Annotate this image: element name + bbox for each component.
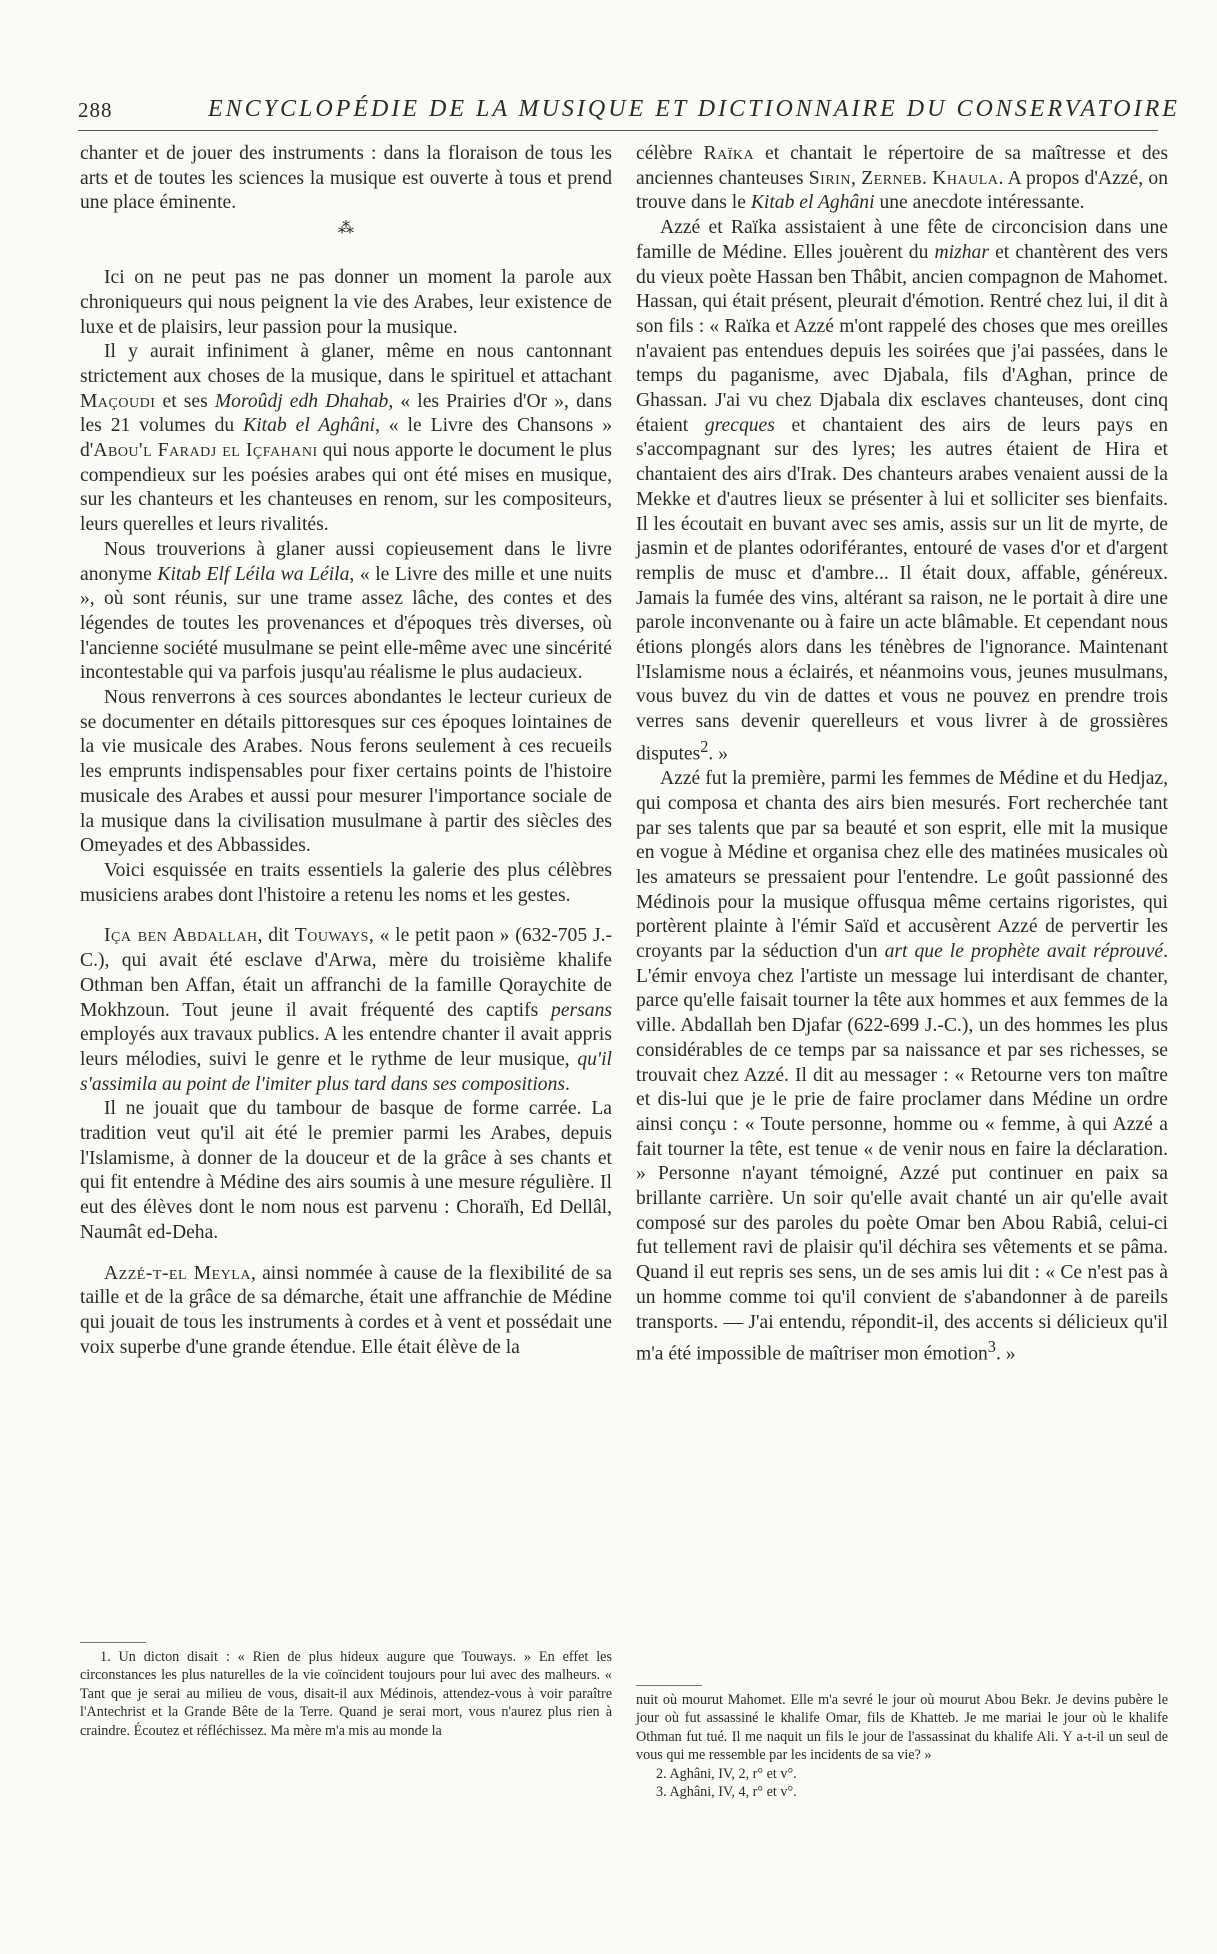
footnote-rule — [636, 1685, 702, 1686]
book-title: Kitab Elf Léila wa Léila — [157, 563, 350, 585]
section-separator: ⁂ — [338, 220, 354, 238]
singer-name: Sirin — [808, 167, 851, 189]
musician-entry-touways: Iça ben Abdallah, dit Touways, « le petit paon » (632-705 J.-C.), qui avait été esclave d'Arwa, mère du troisième khalife Othman ben Affan, était un affranchi de la famille Qoraychite de Mokhzoun. Tout jeune il avait fréquenté des captifs persans employés aux travaux publics. A les entendre chanter il avait appris leurs mélodies, suivi le genre et le rythme de leur musique, qu'il s'assimila au point de l'imiter plus tard dans ses compositions. — [80, 925, 612, 1095]
footnotes-right — [636, 1691, 1168, 1801]
musician-entry-azze: Azzé-t-el Meyla, ainsi nommée à cause de la flexibilité de sa taille et de la grâce de sa démarche, était une affranchie de Médine qui jouait de tous les instruments à cordes et à vent et possédait une voix superbe d'une grande étendue. Elle était élève de la — [80, 1262, 613, 1358]
book-title: Kitab el Aghâni — [750, 192, 875, 214]
singer-name: Raïka — [703, 143, 755, 164]
paragraph: Azzé fut la première, parmi les femmes de Médine et du Hedjaz, qui composa et chanta des airs bien mesurés. Fort recherchée tant par ses talents que par sa beauté et son esprit, elle mit la musique en vogue à Médine et organisa chez elle des matinées musicales où les amateurs se pressaient pour l'entendre. Le goût passionné des Médinois pour la musique offusqua même certains rigoristes, qui portèrent plainte à l'émir Saïd et accusèrent Azzé de pervertir les croyants par la séduction d'un art que le prophète avait réprouvé. L'émir envoya chez l'artiste un message lui interdisant de chanter, parce qu'elle faisait tourner la tête aux hommes et aux femmes de la ville. Abdallah ben Djafar (622-699 J.-C.), un des hommes les plus considérables de ce temps par sa naissance et par ses richesses, se trouvait chez Azzé. Il dit au messager : « Retourne vers ton maître et dis-lui que je le prie de faire proclamer dans Médine un ordre ainsi conçu : « Toute personne, homme ou « femme, à qui Azzé a fait tourner la tête, est tenue « de venir nous en faire la déclaration. » Personne n'ayant témoigné, Azzé put continuer en paix sa brillante carrière. Un soir qu'elle avait chanté un air qu'elle avait composé sur des paroles du poète Omar ben Abou Rabiâ, celui-ci fut tellement ravi de plaisir qu'il déchira ses vêtements et se pâma. Quand il eut repris ses sens, un de ses amis lui dit : « Ce n'est pas à un homme comme toi qu'il convient de s'abandonner à de pareils transports. — J'ai entendu, répondit-il, des accents si délicieux qu'il m'a été impossible de maîtriser mon émotion$^3$. » — [636, 768, 1168, 1365]
book-title: Moroûdj edh Dhahab — [214, 390, 389, 412]
paragraph: Nous renverrons à ces sources abondantes le lecteur curieux de se documenter en détails pittoresques sur ces époques lointaines de la vie musicale des Arabes. Nous ferons seulement à ces recueils les emprunts indispensables pour fixer certains points de l'histoire musicale des Arabes et aussi pour mesurer l'importance sociale de la musique dans la civilisation musulmane à partir des siècles des Omeyades et des Abbassides. — [80, 687, 612, 857]
page-header — [78, 96, 1180, 131]
paragraph: Il ne jouait que du tambour de basque de forme carrée. La tradition veut qu'il ait été le premier parmi les Arabes, depuis l'Islamisme, à donner de la douceur et de la grâce à ses chants et qui fit entendre à Médine des airs soumis à une mesure régulière. Il eut des élèves dont le nom nous est parvenu : Choraïh, Ed Dellâl, Naumât ed-Deha. — [80, 1098, 612, 1243]
page-number: 288 — [78, 98, 113, 122]
book-title: Kitab el Aghâni — [243, 415, 375, 437]
paragraph: Voici esquissée en traits essentiels la galerie des plus célèbres musiciens arabes dont l'histoire a retenu les noms et les gestes. — [80, 859, 612, 906]
singer-name: Zerneb — [861, 167, 923, 189]
footnote-ref: 3 — [987, 1337, 996, 1357]
author-name: Abou'l Faradj el Içfahani — [93, 440, 318, 462]
musician-name: Touways — [294, 925, 369, 947]
paragraph: Nous trouverions à glaner aussi copieusement dans le livre anonyme Kitab Elf Léila wa Léila, « le Livre des mille et une nuits », où sont réunis, sur une trame assez lâche, des contes et des légendes de toutes les provenances et d'époques très diverses, où l'ancienne société musulmane se peint elle-même avec une sincérité incontestable qui va parfois jusqu'au réalisme le plus audacieux. — [80, 538, 612, 684]
footnote: 2. Aghâni, IV, 2, r° et v°. — [656, 1765, 797, 1782]
footnote: nuit où mourut Mahomet. Elle m'a sevré le jour où mourut Abou Bekr. Je devins pubère le jour où fut assassiné le khalife Omar, fils de Khatteb. Je me mariai le jour où le khalife Othman fut tué. Il me naquit un fils le jour de l'assassinat du khalife Ali. Y a-t-il un seul de vous qui me ressemble par les incidents de sa vie? » — [636, 1692, 1168, 1764]
author-name: Maçoudi — [80, 390, 156, 412]
musician-name: Azzé-t-el Meyla — [104, 1262, 251, 1284]
running-title: ENCYCLOPÉDIE DE LA MUSIQUE ET DICTIONNAIRE DU CONSERVATOIRE — [208, 96, 1180, 122]
paragraph: Il y aurait infiniment à glaner, même en nous cantonnant strictement aux choses de la musique, dans le spirituel et attachant Maçoudi et ses Moroûdj edh Dhahab, « les Prairies d'Or », dans les 21 volumes du Kitab el Aghâni, « le Livre des Chansons » d'Abou'l Faradj el Içfahani qui nous apporte le document le plus compendieux sur les poésies arabes qui ont été mises en musique, sur les chanteurs et les chanteuses en renom, sur les compositeurs, leurs querelles et leurs rivalités. — [80, 341, 612, 536]
footnote-ref: 2 — [700, 736, 709, 756]
musician-name: Iça ben Abdallah — [104, 925, 258, 947]
singer-name: Khaula — [932, 167, 999, 189]
footnote: 1. Un dicton disait : « Rien de plus hideux augure que Touways. » En effet les circonstances les plus naturelles de la vie coïncident toujours pour lui avec des malheurs. « Tant que je serai au milieu de vous, disait-il aux Médinois, attendez-vous à voir paraître l'Antechrist et la Grande Bête de la Terre. Quand je serai mort, vous n'aurez plus rien à craindre. Écoutez et réfléchissez. Ma mère m'a mis au monde la — [80, 1649, 612, 1739]
left-column — [80, 142, 612, 1360]
paragraph: Ici on ne peut pas ne pas donner un moment la parole aux chroniqueurs qui nous peignent la vie des Arabes, leur existence de luxe et de plaisirs, leur passion pour la musique. — [80, 267, 612, 338]
paragraph: Azzé et Raïka assistaient à une fête de circoncision dans une famille de Médine. Elles jouèrent du mizhar et chantèrent des vers du vieux poète Hassan ben Thâbit, ancien compagnon de Mahomet. Hassan, qui était présent, pleurait d'émotion. Rentré chez lui, il dit à son fils : « Raïka et Azzé m'ont rappelé des choses que mes oreilles n'avaient pas entendues depuis les soirées que j'ai passées, dans le temps du paganisme, avec Djabala, fils d'Aghan, prince de Ghassan. J'ai vu chez Djabala dix esclaves chanteuses, dont cinq étaient grecques et chantaient des airs de leurs pays en s'accompagnant sur des lyres; les autres étaient de Hira et chantaient des airs d'Irak. Des chanteurs arabes venaient aussi de la Mekke et d'autres lieux se présenter à lui et solliciter ses bienfaits. Il les écoutait en buvant avec ses amis, assis sur un lit de myrte, de jasmin et de plantes odoriférantes, entouré de vases d'or et d'argent remplis de musc et d'ambre... Il était doux, affable, généreux. Jamais la fumée des vins, altérant sa raison, ne le portait à dire une parole inconvenante ou à faire un acte blâmable. Et cependant nous étions plongés alors dans les ténèbres de l'ignorance. Maintenant l'Islamisme nous a éclairés, et néanmoins vous, jeunes musulmans, vous buvez du vin de dattes et vous ne pouvez en prendre trois verres sans devenir querelleurs et vous livrer à de grossières disputes$^2$. » — [636, 217, 1168, 765]
right-column — [636, 142, 1168, 1368]
footnotes-left — [80, 1648, 612, 1740]
footnote: 3. Aghâni, IV, 4, r° et v°. — [656, 1784, 797, 1801]
paragraph: célèbre Raïka et chantait le répertoire de sa maîtresse et des anciennes chanteuses Sirin, Zerneb. Khaula. A propos d'Azzé, on trouve dans le Kitab el Aghâni une anecdote intéressante. — [636, 143, 1169, 214]
footnote-rule — [80, 1642, 146, 1643]
paragraph: chanter et de jouer des instruments : dans la floraison de tous les arts et de toutes les sciences la musique est ouverte à tous et prend une place éminente. — [80, 143, 612, 214]
